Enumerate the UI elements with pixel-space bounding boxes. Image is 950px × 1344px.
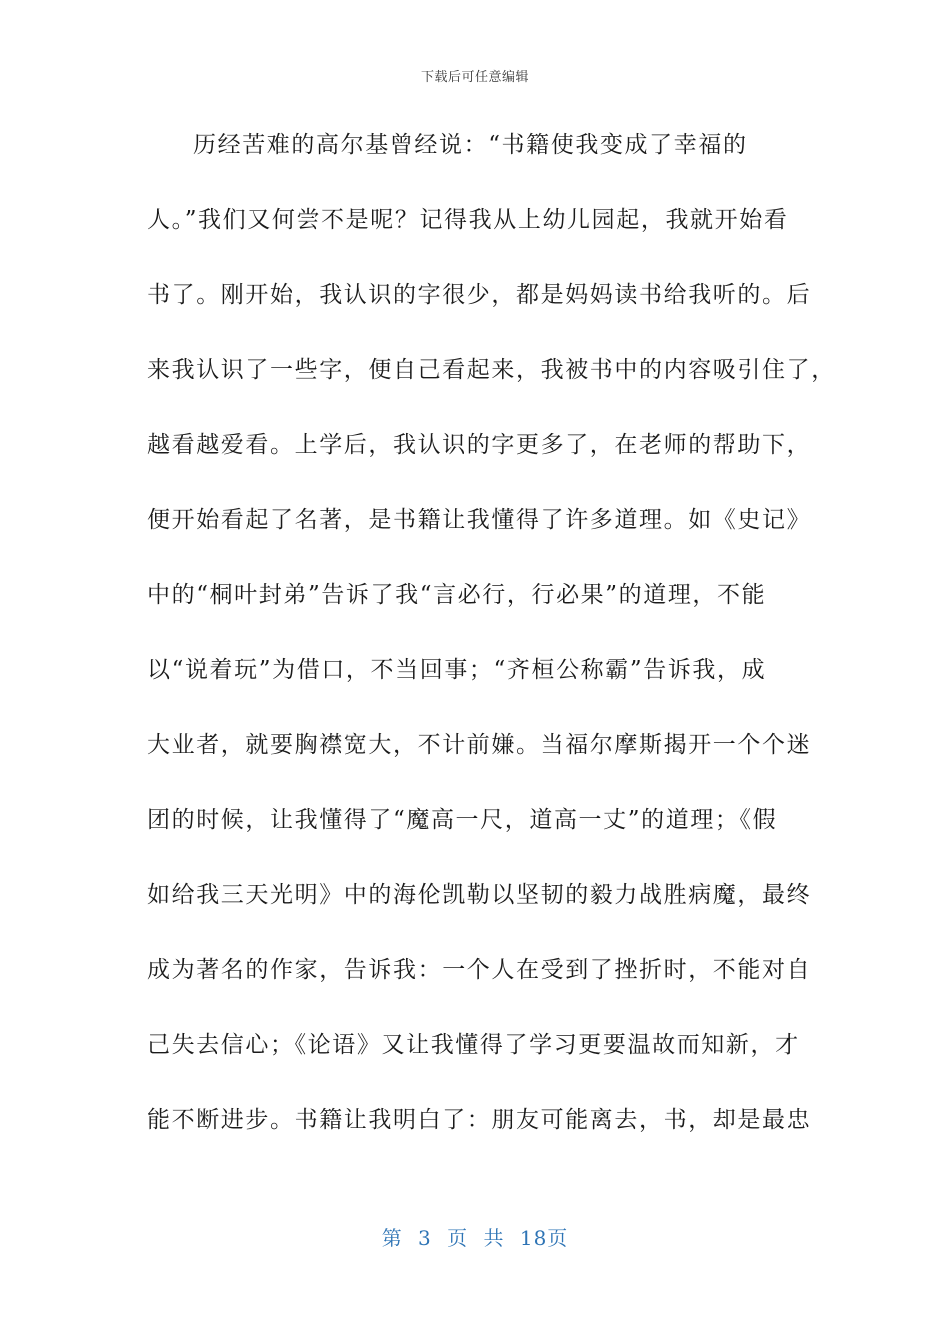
body-line-7: 中的“桐叶封弟”告诉了我“言必行，行必果”的道理，不能 [147, 582, 767, 608]
body-line-10: 团的时候，让我懂得了“魔高一尺，道高一丈”的道理；《假 [147, 807, 778, 833]
body-line-12: 成为著名的作家，告诉我：一个人在受到了挫折时，不能对自 [147, 957, 812, 983]
body-line-4: 来我认识了一些字，便自己看起来，我被书中的内容吸引住了， [147, 357, 836, 383]
body-line-13: 己失去信心；《论语》又让我懂得了学习更要温故而知新，才 [147, 1032, 800, 1058]
footer-total-prefix: 共 [483, 1226, 505, 1250]
body-line-8: 以“说着玩”为借口，不当回事；“齐桓公称霸”告诉我，成 [147, 657, 767, 683]
footer-page-number: 3 [418, 1226, 432, 1250]
body-line-14: 能不断进步。书籍让我明白了：朋友可能离去，书，却是最忠 [147, 1107, 812, 1133]
body-line-9: 大业者，就要胸襟宽大，不计前嫌。当福尔摩斯揭开一个个迷 [147, 732, 812, 758]
body-line-5: 越看越爱看。上学后，我认识的字更多了，在老师的帮助下， [147, 432, 812, 458]
page-header-note: 下载后可任意编辑 [420, 70, 529, 85]
footer-prefix: 第 [381, 1226, 403, 1250]
body-line-11: 如给我三天光明》中的海伦凯勒以坚韧的毅力战胜病魔，最终 [147, 882, 812, 908]
document-body [147, 123, 836, 1173]
body-line-2: 人。”我们又何尝不是呢？记得我从上幼儿园起，我就开始看 [147, 207, 789, 233]
body-line-1: 历经苦难的高尔基曾经说：“书籍使我变成了幸福的 [193, 132, 748, 158]
body-line-3: 书了。刚开始，我认识的字很少，都是妈妈读书给我听的。后 [147, 282, 812, 308]
footer-page-label: 页 [447, 1226, 469, 1250]
body-line-6: 便开始看起了名著，是书籍让我懂得了许多道理。如《史记》 [147, 507, 812, 533]
footer-total-pages: 18页 [519, 1226, 569, 1250]
page-footer [0, 1222, 950, 1251]
